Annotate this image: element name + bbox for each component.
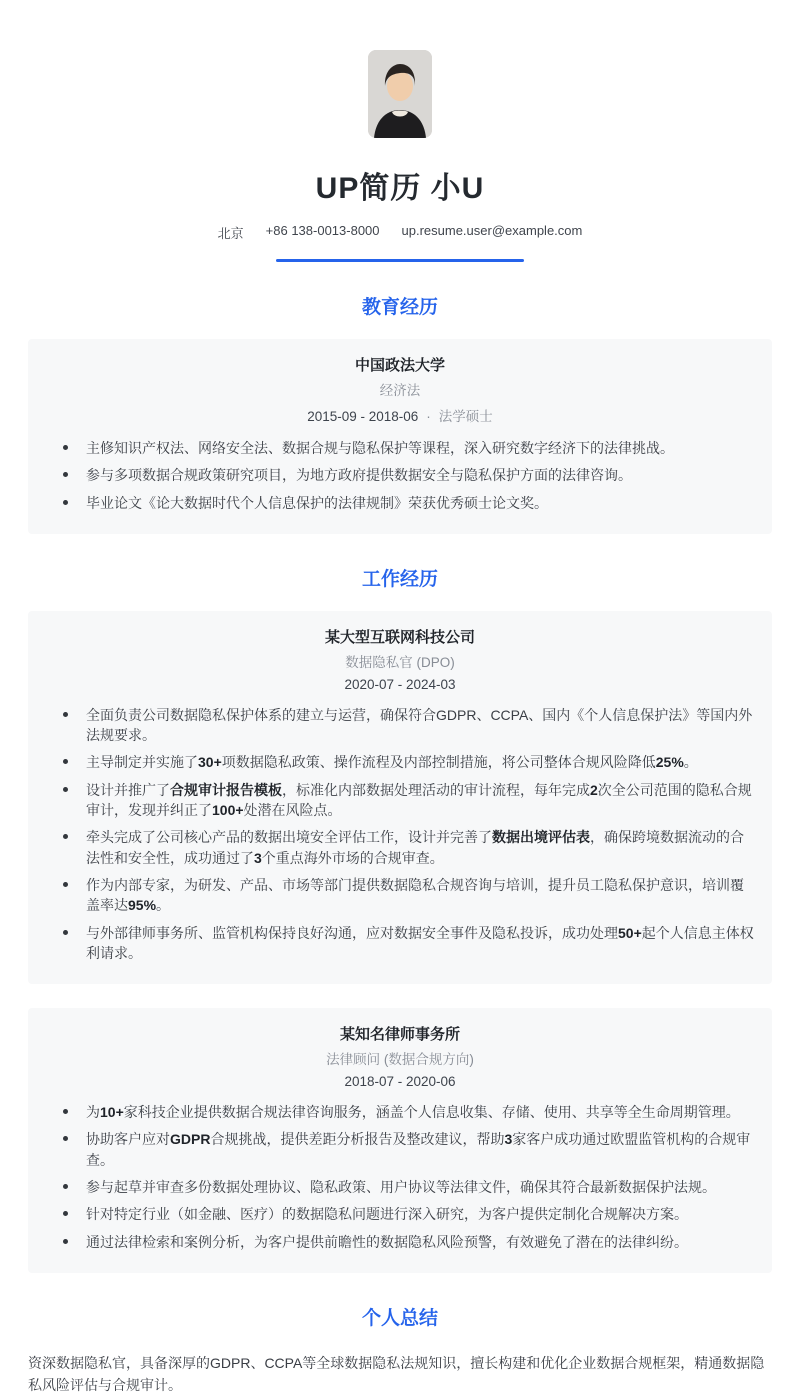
summary-paragraph: 资深数据隐私官，具备深厚的GDPR、CCPA等全球数据隐私法规知识，擅长构建和优化企业数据合规框架，精通数据隐私风险评估与合规审计。 xyxy=(28,1354,765,1394)
contact-email: up.resume.user@example.com xyxy=(401,223,583,238)
job-1-date-range: 2020-07 - 2024-03 xyxy=(344,676,456,692)
date-degree-separator: · xyxy=(426,409,431,424)
section-title-education: 教育经历 xyxy=(361,297,438,318)
education-card xyxy=(28,339,772,534)
job-2-company: 某知名律师事务所 xyxy=(339,1026,460,1044)
education-bullet-list xyxy=(46,438,754,513)
bullet-item: 参与多项数据合规政策研究项目，为地方政府提供数据安全与隐私保护方面的法律咨询。 xyxy=(46,465,754,485)
major-name: 经济法 xyxy=(379,383,421,398)
bullet-item: 主导制定并实施了30+项数据隐私政策、操作流程及内部控制措施，将公司整体合规风险降低25%。 xyxy=(46,752,754,772)
job-1-bullet-list xyxy=(46,705,754,963)
job-card-2 xyxy=(28,1008,772,1273)
job-1-role: 数据隐私官 (DPO) xyxy=(345,654,455,670)
bullet-item: 参与起草并审查多份数据处理协议、隐私政策、用户协议等法律文件，确保其符合最新数据保护法规。 xyxy=(46,1177,754,1197)
job-2-role: 法律顾问 (数据合规方向) xyxy=(326,1052,474,1068)
candidate-name: UP简历 小U xyxy=(315,172,485,205)
degree-label: 法学硕士 xyxy=(438,409,493,424)
bullet-item: 通过法律检索和案例分析，为客户提供前瞻性的数据隐私风险预警，有效避免了潜在的法律纠纷。 xyxy=(46,1232,754,1252)
bullet-item: 与外部律师事务所、监管机构保持良好沟通，应对数据安全事件及隐私投诉，成功处理50+起个人信息主体权利请求。 xyxy=(46,923,754,964)
resume-header xyxy=(28,0,772,262)
job-2-date-range: 2018-07 - 2020-06 xyxy=(344,1074,456,1090)
job-1-company: 某大型互联网科技公司 xyxy=(324,628,475,646)
bullet-item: 牵头完成了公司核心产品的数据出境安全评估工作，设计并完善了数据出境评估表，确保跨境数据流动的合法性和安全性，成功通过了3个重点海外市场的合规审查。 xyxy=(46,827,754,868)
header-accent-divider xyxy=(276,259,524,262)
profile-photo xyxy=(368,50,432,138)
section-title-work: 工作经历 xyxy=(361,568,438,590)
school-name: 中国政法大学 xyxy=(354,357,445,374)
profile-photo-illustration xyxy=(368,50,432,138)
job-2-entry-head xyxy=(46,1023,754,1089)
bullet-item: 协助客户应对GDPR合规挑战，提供差距分析报告及整改建议，帮助3家客户成功通过欧盟监管机构的合规审查。 xyxy=(46,1129,754,1170)
job-2-bullet-list xyxy=(46,1102,754,1252)
education-date-line xyxy=(46,405,754,425)
bullet-item: 毕业论文《论大数据时代个人信息保护的法律规制》荣获优秀硕士论文奖。 xyxy=(46,493,754,513)
bullet-item: 设计并推广了合规审计报告模板，标准化内部数据处理活动的审计流程，每年完成2次全公司范围的隐私合规审计，发现并纠正了100+处潜在风险点。 xyxy=(46,780,754,821)
job-1-entry-head xyxy=(46,626,754,692)
job-card-1 xyxy=(28,611,772,984)
bullet-item: 为10+家科技企业提供数据合规法律咨询服务，涵盖个人信息收集、存储、使用、共享等全生命周期管理。 xyxy=(46,1102,754,1122)
bullet-item: 全面负责公司数据隐私保护体系的建立与运营，确保符合GDPR、CCPA、国内《个人信息保护法》等国内外法规要求。 xyxy=(46,705,754,746)
bullet-item: 作为内部专家，为研发、产品、市场等部门提供数据隐私合规咨询与培训，提升员工隐私保护意识，培训覆盖率达95%。 xyxy=(46,875,754,916)
section-title-summary: 个人总结 xyxy=(361,1307,438,1329)
education-date-range: 2015-09 - 2018-06 xyxy=(307,409,419,424)
education-entry-head xyxy=(46,354,754,425)
contact-phone: +86 138-0013-8000 xyxy=(265,223,380,238)
contact-row xyxy=(28,223,772,242)
contact-location: 北京 xyxy=(217,226,244,241)
bullet-item: 针对特定行业（如金融、医疗）的数据隐私问题进行深入研究，为客户提供定制化合规解决方案。 xyxy=(46,1204,754,1224)
bullet-item: 主修知识产权法、网络安全法、数据合规与隐私保护等课程，深入研究数字经济下的法律挑战。 xyxy=(46,438,754,458)
